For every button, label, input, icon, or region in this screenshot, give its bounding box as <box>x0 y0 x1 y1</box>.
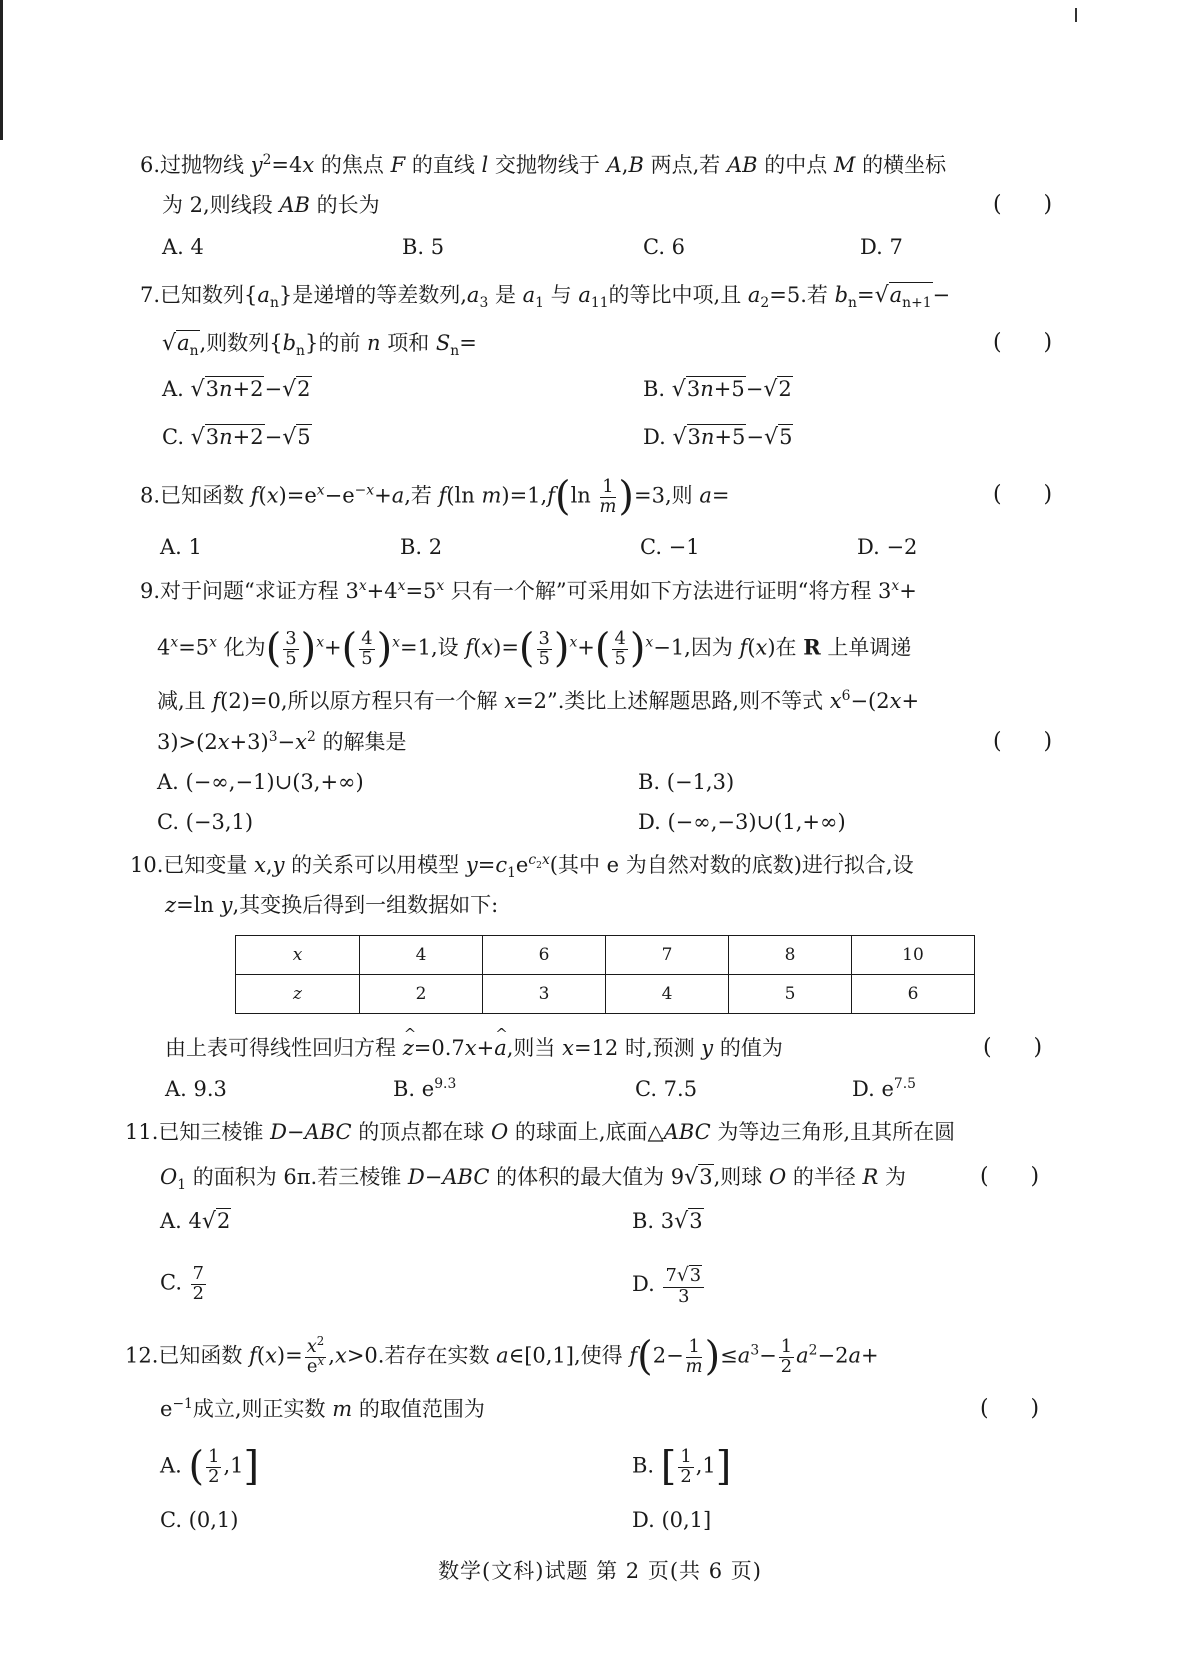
q9-option-c: C. (−3,1) <box>157 810 254 834</box>
page-footer: 数学(文科)试题 第 2 页(共 6 页) <box>438 1559 762 1583</box>
table-cell: 10 <box>852 936 975 975</box>
q12-line2: $e^{-1}$成立,则正实数 m 的取值范围为 <box>160 1396 485 1421</box>
q6-answer-paren: ( ) <box>993 192 1053 217</box>
q6-line1: 6.过抛物线 $y^2=4x$ 的焦点 F 的直线 l 交抛物线于 A,B 两点,若 AB 的中点 M 的横坐标 <box>140 152 947 177</box>
q11-option-c: C. $\frac{7}{2}$ <box>160 1263 205 1304</box>
q9-option-a: A. (−∞,−1)∪(3,+∞) <box>157 770 364 794</box>
q9-option-d: D. (−∞,−3)∪(1,+∞) <box>638 810 846 834</box>
q10-line1: 10.已知变量 x,y 的关系可以用模型 $y=c_1e^{c_2x}$(其中 e 为自然对数的底数)进行拟合,设 <box>130 852 914 882</box>
q12-option-a: A. ( $\frac{1}{2}$ ,1] <box>160 1443 260 1490</box>
table-cell: 6 <box>483 936 606 975</box>
q7-line2: $√a_n$,则数列$\{b_n\}$的前 n 项和 $S_n=$ <box>162 331 477 360</box>
q8-option-a: A. 1 <box>160 535 202 559</box>
q10-answer-paren: ( ) <box>983 1035 1043 1060</box>
table-cell: 6 <box>852 975 975 1014</box>
q11-option-b: B. 3√3 <box>632 1209 703 1234</box>
q7-option-c: C. √3n+2−√5 <box>162 425 311 450</box>
q9-option-b: B. (−1,3) <box>638 770 735 794</box>
q11-option-d: D. $\frac{7√3}{3}$ <box>632 1265 706 1306</box>
q7-option-a: A. √3n+2−√2 <box>162 377 311 402</box>
q10-line2: z=ln y,其变换后得到一组数据如下: <box>165 893 499 917</box>
scan-mark <box>1075 8 1077 22</box>
q9-line4: $3)>(2x+3)^3-x^2$ 的解集是 <box>157 729 407 754</box>
q6-option-a: A. 4 <box>162 235 204 259</box>
table-cell: 7 <box>606 936 729 975</box>
table-row <box>236 936 975 975</box>
q6-option-c: C. 6 <box>643 235 686 259</box>
q6-option-b: B. 5 <box>402 235 445 259</box>
q7-option-d: D. √3n+5−√5 <box>643 425 793 450</box>
q6-line2: 为 2,则线段 AB 的长为 <box>162 193 380 217</box>
table-cell: 4 <box>360 936 483 975</box>
table-cell: x <box>236 936 360 975</box>
q7-line1: 7.已知数列$\{a_n\}$是递增的等差数列$,a_3$ 是 $a_1$ 与 $a_{11}$的等比中项,且 $a_2=5$.若 $b_n=√a_{n+1}-$ <box>140 283 951 312</box>
q11-answer-paren: ( ) <box>980 1164 1040 1189</box>
q12-option-d: D. (0,1] <box>632 1508 712 1532</box>
q9-line3: 减,且 f(2)=0,所以原方程只有一个解 x=2”.类比上述解题思路,则不等式 $x^6-(2x+$ <box>157 688 920 713</box>
table-cell: z <box>236 975 360 1014</box>
q12-line1: 12.已知函数 f(x)= $\frac{x^2}{e^x}$ ,x>0.若存在实数 a∈[0,1],使得 f(2− $\frac{1}{m}$ )$\le a^3-$ $\frac{1}{2}$ $a^2-2a+$ <box>125 1333 879 1380</box>
table-row <box>236 975 975 1014</box>
table-cell: 8 <box>729 936 852 975</box>
q10-option-c: C. 7.5 <box>635 1077 698 1101</box>
q8-answer-paren: ( ) <box>993 482 1053 507</box>
q10-option-a: A. 9.3 <box>165 1077 227 1101</box>
q8-option-d: D. −2 <box>857 535 918 559</box>
table-cell: 5 <box>729 975 852 1014</box>
q7-answer-paren: ( ) <box>993 330 1053 355</box>
table-cell: 4 <box>606 975 729 1014</box>
q12-answer-paren: ( ) <box>980 1396 1040 1421</box>
q6-option-d: D. 7 <box>860 235 903 259</box>
q7-option-b: B. √3n+5−√2 <box>643 377 792 402</box>
q10-line3: 由上表可得线性回归方程 ^ z=0.7x+^ a,则当 x=12 时,预测 y 的值为 <box>165 1033 783 1063</box>
q8-line1: 8.已知函数 $f(x)=e^x-e^{-x}+a$,若 f(ln m)=1,f(ln $\frac{1}{m}$ )=3,则 a= <box>140 473 730 520</box>
page-edge-mark <box>0 0 3 140</box>
q10-option-b: B. $e^{9.3}$ <box>393 1076 457 1101</box>
q10-data-table <box>235 935 975 1014</box>
table-cell: 3 <box>483 975 606 1014</box>
q10-option-d: D. $e^{7.5}$ <box>852 1076 916 1101</box>
q9-answer-paren: ( ) <box>993 729 1053 754</box>
q11-option-a: A. 4√2 <box>160 1209 231 1234</box>
q8-option-c: C. −1 <box>640 535 700 559</box>
q9-line2: $4^x=5^x$ 化为( $\frac{3}{5}$ )$^x$+( $\frac{4}{5}$ )$^x$=1,设 f(x)=( $\frac{3}{5}$ )$^x$+( $\frac{4}{5}$ )$^x$−1,因为 f(x)在 R 上单调递 <box>157 625 912 672</box>
table-cell: 2 <box>360 975 483 1014</box>
q11-line1: 11.已知三棱锥 D−ABC 的顶点都在球 O 的球面上,底面△ABC 为等边三角形,且其所在圆 <box>125 1120 956 1144</box>
q11-line2: $O_1$ 的面积为 6π.若三棱锥 D−ABC 的体积的最大值为 9√3,则球 O 的半径 R 为 <box>160 1165 907 1194</box>
q9-line1: 9.对于问题“求证方程 $3^x+4^x=5^x$ 只有一个解”可采用如下方法进行证明“将方程 $3^x+$ <box>140 578 917 603</box>
q12-option-b: B. [ $\frac{1}{2}$ ,1] <box>632 1443 732 1490</box>
q8-option-b: B. 2 <box>400 535 443 559</box>
q12-option-c: C. (0,1) <box>160 1508 239 1532</box>
